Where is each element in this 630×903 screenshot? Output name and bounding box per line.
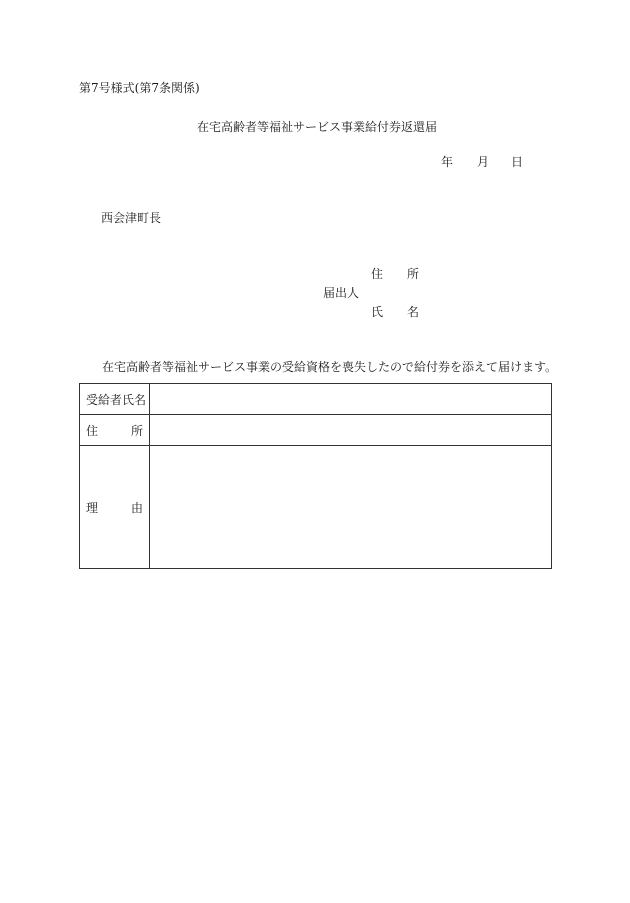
date-month-label: 月 (477, 155, 490, 169)
form-number: 第7号様式(第7条関係) (79, 81, 200, 95)
table-row-recipient-name (80, 384, 552, 415)
applicant-name-label-char-2: 名 (407, 305, 420, 319)
statement-text: 在宅高齢者等福祉サービス事業の受給資格を喪失したので給付券を添えて届けます。 (102, 360, 558, 374)
recipient-name-label: 受給者氏名 (80, 384, 150, 415)
addressee: 西会津町長 (101, 211, 162, 225)
reason-label-char-1: 理 (86, 500, 99, 515)
reason-label (80, 446, 150, 569)
reason-label-char-2: 由 (130, 500, 143, 515)
applicant-address-label (371, 268, 419, 280)
recipient-name-field[interactable] (150, 384, 552, 415)
date-day-label: 日 (511, 155, 524, 169)
address-label (80, 415, 150, 446)
address-label-char-1: 住 (86, 423, 99, 438)
applicant-address-label-char-1: 住 (371, 267, 384, 281)
reason-field[interactable] (150, 446, 552, 569)
table-row-address (80, 415, 552, 446)
address-field[interactable] (150, 415, 552, 446)
info-table (79, 383, 552, 569)
applicant-name-label-char-1: 氏 (371, 305, 384, 319)
document-title: 在宅高齢者等福祉サービス事業給付券返還届 (196, 120, 437, 134)
table-row-reason (80, 446, 552, 569)
applicant-label: 届出人 (323, 286, 360, 300)
applicant-name-label (371, 306, 419, 318)
date-year-label: 年 (441, 155, 454, 169)
address-label-char-2: 所 (130, 423, 143, 438)
applicant-address-label-char-2: 所 (407, 267, 420, 281)
